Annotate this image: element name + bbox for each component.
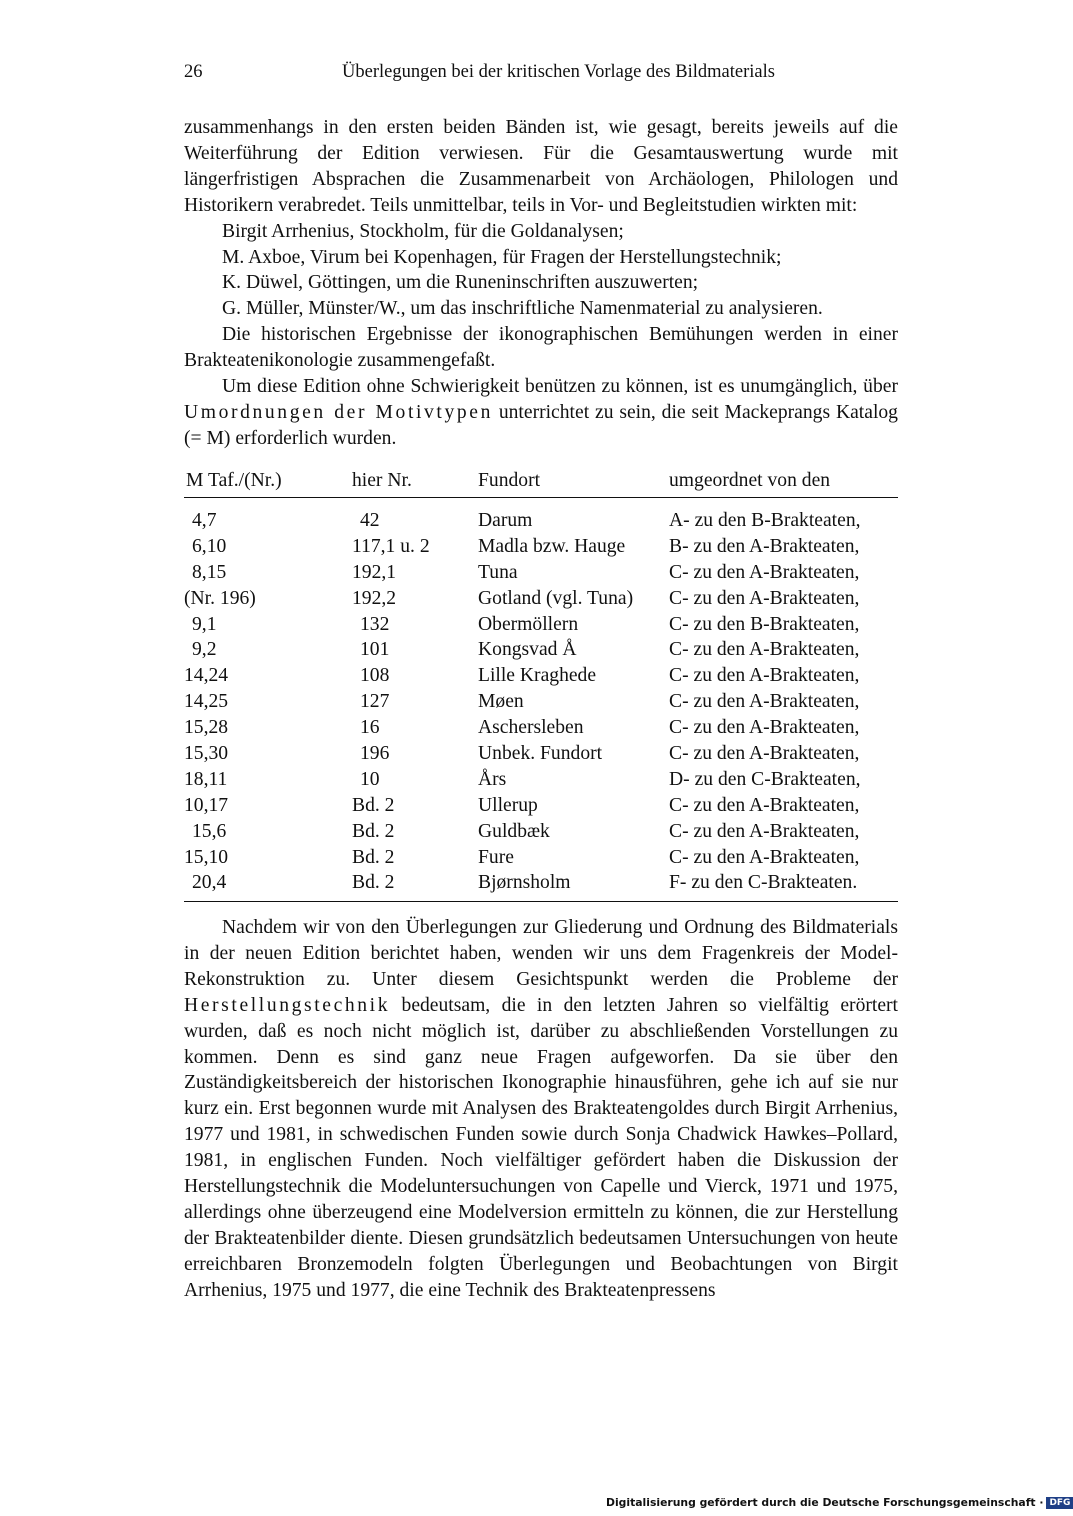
collaborator-item: K. Düwel, Göttingen, um die Runeninschriften auszuwerten;	[222, 272, 699, 294]
table-cell: C- zu den A-Brakteaten,	[669, 561, 860, 583]
table-cell: (Nr. 196)	[184, 587, 256, 609]
spaced-emphasis: Umordnungen der Motivtypen	[184, 401, 493, 423]
table-cell: C- zu den A-Brakteaten,	[669, 743, 860, 765]
table-cell: 4,7	[192, 510, 217, 531]
table-cell: 196	[360, 743, 390, 765]
column-header: umgeordnet von den	[669, 470, 831, 491]
table-cell: 15,10	[184, 846, 229, 868]
table-cell: C- zu den A-Brakteaten,	[669, 691, 860, 713]
table-cell: Unbek. Fundort	[478, 743, 603, 765]
outro-text	[184, 915, 898, 1304]
paragraph-text: unterrichtet zu sein, die seit Mackeprangs Katalog (= M) erforderlich wurden.	[184, 401, 898, 449]
credit-text: Digitalisierung gefördert durch die Deutsche Forschungsgemeinschaft ·	[606, 1496, 1044, 1509]
table-cell: Fure	[478, 846, 514, 868]
table-row	[184, 562, 898, 588]
table-cell: A- zu den B-Brakteaten,	[669, 510, 861, 531]
table-cell: Tuna	[478, 561, 518, 583]
table-cell: 18,11	[184, 768, 228, 790]
table-row	[184, 614, 898, 640]
table-cell: Guldbæk	[478, 820, 550, 842]
table-cell: F- zu den C-Brakteaten.	[669, 872, 858, 894]
table-cell: 101	[360, 639, 390, 661]
page-number: 26	[184, 62, 203, 82]
table-cell: D- zu den C-Brakteaten,	[669, 768, 861, 790]
intro-text	[184, 115, 898, 452]
table-cell: Bjørnsholm	[478, 872, 571, 894]
table-cell: 9,2	[192, 639, 217, 661]
paragraph-herstellung	[184, 915, 898, 1304]
table-cell: 10,17	[184, 794, 229, 816]
table-row	[184, 743, 898, 769]
table-cell: 14,24	[184, 665, 229, 687]
paragraph-text: bedeutsam, die in den letzten Jahren so vielfältig erörtert wurden, daß es noch nicht möglich ist, darüber zu abschließenden Vorstellungen zu kommen. Denn es sind ganz neue Fragen aufgeworfen. Da sie über den Zuständigkeitsbereich der historischen Ikonographie hinausführen, gehe ich auf sie nur kurz ein. Erst begonnen wurde mit Analysen des Brakteatengoldes durch Birgit Arrhenius, 1977 und 1981, in schwedischen Funden sowie durch Sonja Chadwick Hawkes–Pollard, 1981, in englischen Funden. Noch vielfältiger gefördert haben die Diskussion der Herstellungstechnik die Modeluntersuchungen von Capelle und Vierck, 1971 und 1975, allerdings ohne überzeugend eine Modelversion ermitteln zu können, die zur Herstellung der Brakteatenbilder diente. Diesen grundsätzlich bedeutsamen Untersuchungen von heute erreichbaren Bronzemodeln folgten Überlegungen und Beobachtungen von Birgit Arrhenius, 1975 und 1977, die eine Technik des Brakteatenpressens	[184, 994, 898, 1301]
table-cell: Madla bzw. Hauge	[478, 535, 626, 557]
table-cell: 9,1	[192, 613, 217, 635]
table-cell: 42	[360, 510, 380, 531]
table-cell: B- zu den A-Brakteaten,	[669, 535, 860, 557]
table-cell: Darum	[478, 510, 533, 531]
table-row	[184, 639, 898, 665]
reorder-table	[184, 470, 898, 902]
column-header: Fundort	[478, 470, 541, 491]
table-cell: 117,1 u. 2	[352, 535, 430, 557]
paragraph-text: Nachdem wir von den Überlegungen zur Gliederung und Ordnung des Bildmaterials in der neuen Edition berichtet haben, wenden wir uns dem Fragenkreis der Model-Rekonstruktion zu. Unter diesem Gesichtspunkt werden die Probleme der	[184, 917, 898, 990]
table-row	[184, 872, 898, 898]
table-cell: 132	[360, 613, 390, 635]
table-cell: C- zu den A-Brakteaten,	[669, 717, 860, 739]
table-cell: 16	[360, 717, 380, 739]
table-cell: 127	[360, 691, 390, 713]
table-cell: 15,6	[192, 820, 227, 842]
table-row	[184, 769, 898, 795]
table-cell: Kongsvad Å	[478, 639, 577, 661]
collaborator-item: M. Axboe, Virum bei Kopenhagen, für Fragen der Herstellungstechnik;	[222, 246, 782, 268]
table-row	[184, 691, 898, 717]
table-cell: 8,15	[192, 561, 227, 583]
table-cell: 6,10	[192, 535, 227, 557]
collaborator-item: Birgit Arrhenius, Stockholm, für die Goldanalysen;	[222, 220, 624, 242]
table-cell: Bd. 2	[352, 872, 395, 894]
table-header-row	[184, 470, 898, 498]
running-title: Überlegungen bei der kritischen Vorlage des Bildmaterials	[342, 62, 775, 82]
table-row	[184, 821, 898, 847]
column-header: M Taf./(Nr.)	[186, 470, 282, 491]
table-row	[184, 588, 898, 614]
table-cell: Obermöllern	[478, 613, 579, 635]
table-cell: Bd. 2	[352, 820, 395, 842]
table-row	[184, 536, 898, 562]
table-cell: 108	[360, 665, 390, 687]
table-cell: C- zu den A-Brakteaten,	[669, 846, 860, 868]
digitization-credit	[606, 1496, 1071, 1516]
table-cell: 15,28	[184, 717, 229, 739]
table-cell: 15,30	[184, 743, 229, 765]
table-cell: 10	[360, 768, 380, 790]
table-row	[184, 795, 898, 821]
table-cell: Års	[478, 768, 507, 790]
table-cell: Aschersleben	[478, 717, 584, 739]
table-cell: C- zu den A-Brakteaten,	[669, 639, 860, 661]
table-cell: 192,2	[352, 587, 397, 609]
table-cell: C- zu den B-Brakteaten,	[669, 613, 860, 635]
paragraph-ikonologie: Die historischen Ergebnisse der ikonographischen Bemühungen werden in einer Brakteatenikonologie zusammengefaßt.	[184, 324, 898, 372]
paragraph-umordnungen	[184, 374, 898, 452]
paragraph-continuation: zusammenhangs in den ersten beiden Bänden ist, wie gesagt, bereits jeweils auf die Weiterführung der Edition verwiesen. Für die Gesamtauswertung wurde mit längerfristigen Absprachen die Zusammenarbeit von Archäologen, Philologen und Historikern verabredet. Teils unmittelbar, teils in Vor- und Begleitstudien wirkten mit:	[184, 117, 898, 216]
table-row	[184, 847, 898, 873]
table-cell: Lille Kraghede	[478, 665, 597, 687]
table-row	[184, 510, 898, 536]
table-cell: 192,1	[352, 561, 397, 583]
spaced-emphasis: Herstellungstechnik	[184, 994, 391, 1016]
collaborator-item: G. Müller, Münster/W., um das inschriftliche Namenmaterial zu analysieren.	[222, 298, 823, 320]
table-cell: Gotland (vgl. Tuna)	[478, 587, 634, 609]
dfg-logo: DFG	[1046, 1497, 1073, 1509]
table-cell: C- zu den A-Brakteaten,	[669, 587, 860, 609]
table-cell: Bd. 2	[352, 846, 395, 868]
table-cell: Møen	[478, 691, 524, 713]
table-row	[184, 717, 898, 743]
table-cell: C- zu den A-Brakteaten,	[669, 794, 860, 816]
table-cell: 14,25	[184, 691, 229, 713]
table-cell: C- zu den A-Brakteaten,	[669, 665, 860, 687]
table-row	[184, 665, 898, 691]
table-cell: Bd. 2	[352, 794, 395, 816]
running-header	[184, 62, 898, 92]
table-cell: Ullerup	[478, 794, 538, 816]
column-header: hier Nr.	[352, 470, 412, 491]
table-cell: 20,4	[192, 872, 227, 894]
table-body	[184, 498, 898, 902]
paragraph-text: Um diese Edition ohne Schwierigkeit benützen zu können, ist es unumgänglich, über	[222, 376, 898, 398]
table-cell: C- zu den A-Brakteaten,	[669, 820, 860, 842]
